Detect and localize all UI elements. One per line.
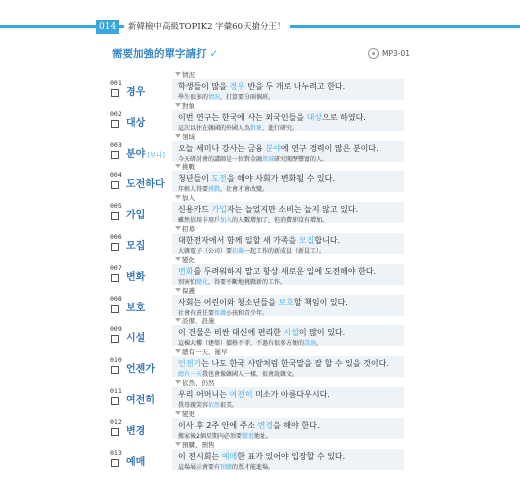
example-text: 할 책임이 있다. [293, 297, 348, 307]
translation-text: 學生很多的 [178, 94, 209, 101]
vocab-word [126, 145, 165, 160]
vocab-entry [110, 409, 404, 440]
example-text: 에 연구 경력이 많은 분이다. [280, 143, 379, 153]
entry-head [110, 110, 168, 130]
example-translation [178, 215, 328, 224]
example-translation [178, 123, 298, 132]
example-korean [178, 204, 358, 215]
meaning-label: 對象 [182, 101, 195, 110]
example-translation [178, 431, 272, 440]
vocab-word-text: 가입 [126, 210, 146, 222]
vocab-entry [110, 286, 404, 317]
translation-text: 。 [316, 340, 323, 348]
example-box [172, 449, 404, 470]
section-title [112, 46, 218, 61]
mp3-track[interactable] [368, 48, 410, 59]
example-keyword: 보호 [278, 297, 294, 307]
translation-keyword: 加入 [220, 217, 233, 225]
example-text: 을 해야 한다. [273, 420, 320, 430]
translation-text: 的票才能進場。 [232, 463, 275, 471]
vocab-entry [110, 378, 404, 409]
review-checkbox[interactable] [111, 243, 119, 251]
translation-text: 雖然信用卡用戶 [178, 217, 221, 225]
translation-text: 這場展示會要有 [178, 463, 221, 471]
review-checkbox[interactable] [111, 181, 119, 189]
review-checkbox[interactable] [111, 366, 119, 374]
translation-keyword: 設施 [304, 340, 317, 348]
entry-number: 010 [110, 356, 122, 365]
example-text: 이 많이 있다. [298, 328, 346, 338]
translation-text: 小孩和青少年。 [226, 309, 269, 317]
example-text: 는 나도 한국 사람처럼 한국말을 잘 할 수 있을 것이다. [201, 359, 389, 369]
translation-keyword: 招募 [232, 247, 245, 255]
example-translation [178, 462, 274, 471]
example-korean [178, 389, 330, 400]
example-korean [178, 235, 340, 246]
example-text: 미소가 아름다우시다. [252, 389, 330, 399]
entry-head [110, 449, 168, 469]
example-keyword: 가입 [211, 205, 227, 215]
vocab-word [126, 453, 147, 468]
vocab-word [126, 175, 167, 190]
audio-disc-icon [368, 48, 379, 59]
translation-keyword: 對象 [250, 124, 263, 132]
vocab-entry [110, 132, 404, 163]
review-checkbox[interactable] [111, 120, 119, 128]
entry-head [110, 202, 168, 222]
translation-keyword: 依然 [208, 401, 221, 409]
vocab-word-text: 대상 [126, 117, 146, 129]
example-keyword: 경우 [229, 82, 245, 91]
translation-text: 我也會像韓國人一樣，很會說韓文。 [202, 371, 299, 379]
example-box [172, 387, 404, 408]
entry-number: 011 [110, 386, 122, 395]
example-korean [178, 327, 345, 338]
vocab-word-text: 분야 [126, 148, 146, 160]
example-translation [178, 92, 274, 101]
example-text: 으로 하였다. [322, 112, 366, 122]
meaning-label: 變化 [182, 255, 195, 264]
example-translation [178, 246, 325, 255]
translation-text: 別害怕 [178, 278, 197, 286]
example-keyword: 변경 [257, 420, 274, 430]
meaning-label: 保護 [182, 286, 195, 295]
example-text: 이 건물은 비싼 대신에 편리한 [178, 328, 284, 338]
translation-keyword: 變更 [241, 432, 254, 440]
entry-number: 003 [110, 140, 122, 149]
example-text: 이번 연구는 한국에 사는 외국인들을 [178, 112, 307, 122]
vocab-entry [110, 162, 404, 193]
example-box [172, 171, 404, 192]
vocab-word [126, 114, 147, 129]
example-keyword: 모집 [298, 235, 315, 245]
example-box [172, 356, 404, 377]
vocab-word [126, 329, 147, 344]
entry-number: 008 [110, 294, 122, 303]
vocab-entry [110, 440, 404, 471]
vocab-word-text: 변화 [126, 271, 146, 283]
vocab-word [126, 360, 157, 375]
review-checkbox[interactable] [111, 274, 119, 282]
meaning-label: 依然、仍然 [182, 378, 215, 387]
example-text: 합니다. [314, 235, 341, 245]
mp3-label: MP3-01 [382, 49, 411, 58]
example-box [172, 79, 404, 100]
review-checkbox[interactable] [111, 89, 119, 97]
section-title-text: 需要加強的單字請打 [112, 48, 207, 60]
vocab-word-text: 경우 [126, 87, 146, 98]
translation-text: 這棟大樓（建築）價格不菲，不過有很多方便的 [178, 340, 305, 348]
translation-keyword: 情況 [208, 94, 221, 101]
example-text: 우리 어머니는 [178, 389, 230, 399]
example-box [172, 295, 404, 316]
review-checkbox[interactable] [111, 305, 119, 313]
translation-keyword: 挑戰 [208, 186, 221, 194]
example-keyword: 예매 [221, 451, 238, 461]
entry-number: 006 [110, 232, 122, 241]
pronunciation: [부나] [147, 150, 165, 159]
example-box [172, 141, 404, 162]
translation-text: ，得要不斷地挑戰新的工作。 [208, 278, 287, 286]
meaning-label: 總有一天、遲早 [182, 348, 228, 357]
entry-number: 007 [110, 263, 122, 272]
example-translation [178, 338, 322, 347]
example-keyword: 여전히 [229, 389, 253, 399]
example-korean [178, 81, 345, 92]
example-korean [178, 173, 335, 184]
entry-head [110, 356, 168, 376]
review-checkbox[interactable] [111, 428, 119, 436]
entry-head [110, 295, 168, 315]
example-box [172, 264, 404, 285]
example-korean [178, 358, 389, 369]
translation-keyword: 領域 [262, 155, 275, 163]
checkmark-icon: ✓ [209, 48, 219, 60]
example-korean [178, 266, 376, 277]
vocab-word [126, 299, 147, 314]
vocab-list [110, 70, 404, 470]
entry-number: 005 [110, 202, 122, 211]
example-keyword: 대상 [306, 112, 323, 122]
translation-text: 大韓電子（公司）要 [178, 247, 233, 255]
page-number: 014 [96, 20, 119, 34]
example-korean [178, 112, 366, 123]
entry-head [110, 79, 168, 99]
entry-head [110, 264, 168, 284]
vocab-word-text: 예매 [126, 456, 146, 468]
entry-head [110, 141, 168, 161]
example-text: 를 두려워하지 말고 항상 새로운 일에 도전해야 한다. [193, 266, 377, 276]
vocab-word-text: 보호 [126, 302, 146, 314]
running-header [0, 20, 520, 34]
translation-text: 今天研討會的講師是一位對金融 [178, 155, 263, 163]
translation-keyword: 保護 [214, 309, 227, 317]
entry-number: 002 [110, 109, 122, 118]
translation-text: 社會有責任要 [178, 309, 215, 317]
entry-number: 013 [110, 448, 122, 457]
example-keyword: 언젠가 [178, 359, 202, 369]
example-korean [178, 420, 319, 431]
vocab-word [126, 268, 147, 283]
translation-text: 的人數增加了，但消費卻沒有增加。 [232, 217, 329, 225]
example-text: 한 표가 있어야 입장할 수 있다. [237, 451, 346, 461]
translation-text: ，社會才會改變。 [220, 186, 269, 194]
vocab-entry [110, 193, 404, 224]
example-text: 오늘 세미나 강사는 금융 [178, 143, 266, 153]
vocab-word [126, 83, 147, 98]
meaning-label: 預購、預售 [182, 440, 215, 449]
vocab-word-text: 시설 [126, 333, 146, 345]
translation-text: 搬家後2個星期內必須要 [178, 432, 242, 440]
translation-text: 地址。 [253, 432, 272, 440]
vocab-word [126, 237, 147, 252]
example-text: 대한전자에서 함께 일할 새 가족을 [178, 235, 299, 245]
example-box [172, 233, 404, 254]
vocab-word-text: 모집 [126, 240, 146, 252]
vocab-word-text: 언젠가 [126, 364, 155, 376]
example-translation [178, 184, 268, 193]
example-translation [178, 308, 268, 317]
review-checkbox[interactable] [111, 151, 119, 159]
example-text: 이 전시회는 [178, 451, 222, 461]
entry-head [110, 233, 168, 253]
review-checkbox[interactable] [111, 212, 119, 220]
entry-head [110, 418, 168, 438]
vocab-word-text: 변경 [126, 425, 146, 437]
vocab-word [126, 391, 157, 406]
example-box [172, 418, 404, 439]
example-text: 이사 후 2주 안에 주소 [178, 420, 258, 430]
entry-head [110, 325, 168, 345]
example-text: 청년들이 [178, 174, 212, 184]
entry-number: 001 [110, 79, 122, 87]
entry-head [110, 171, 168, 191]
meaning-label: 挑戰 [182, 163, 195, 172]
translation-text: ，進行研究。 [262, 124, 299, 132]
review-checkbox[interactable] [111, 397, 119, 405]
vocab-entry [110, 316, 404, 347]
example-text: 을 해야 사회가 변화될 수 있다. [226, 174, 335, 184]
example-translation [178, 277, 286, 286]
example-korean [178, 143, 379, 154]
vocab-entry [110, 347, 404, 378]
translation-text: 年輕人得要 [178, 186, 209, 194]
meaning-label: 設備、設施 [182, 317, 215, 326]
example-keyword: 변화 [178, 266, 194, 276]
meaning-label: 情況 [182, 71, 195, 79]
example-translation [178, 400, 238, 409]
vocab-entry [110, 101, 404, 132]
review-checkbox[interactable] [111, 335, 119, 343]
example-korean [178, 297, 348, 308]
vocab-entry [110, 224, 404, 255]
example-korean [178, 451, 345, 462]
example-text: 신용카드 [178, 205, 212, 215]
entry-number: 004 [110, 171, 122, 180]
example-text: 사회는 어린이와 청소년들을 [178, 297, 279, 307]
example-keyword: 분야 [265, 143, 281, 153]
example-box [172, 110, 404, 131]
translation-text: 研究閱歷豐富的人。 [274, 155, 329, 163]
example-keyword: 도전 [211, 174, 227, 184]
meaning-label: 領域 [182, 132, 195, 141]
vocab-word [126, 422, 147, 437]
review-checkbox[interactable] [111, 459, 119, 467]
example-text: 반을 두 개로 나누려고 한다. [244, 82, 346, 91]
vocab-word [126, 206, 147, 221]
vocab-entry [110, 70, 404, 101]
translation-text: 這次以住在韓國的外國人為 [178, 124, 251, 132]
meaning-label: 招募 [182, 224, 195, 233]
entry-number: 009 [110, 325, 122, 334]
translation-text: ，打算要分兩個班。 [220, 94, 275, 101]
meaning-label: 加入 [182, 194, 195, 203]
translation-keyword: 總有一天 [178, 371, 203, 379]
translation-keyword: 預購 [220, 463, 233, 471]
translation-text: 一起工作的新成員（新員工）。 [244, 247, 326, 255]
entry-head [110, 387, 168, 407]
translation-text: 我母親笑容 [178, 401, 209, 409]
example-text: 자는 늘었지만 소비는 늘지 않고 있다. [226, 205, 359, 215]
vocab-word-text: 여전히 [126, 394, 155, 406]
example-text: 학생들이 많을 [178, 82, 230, 91]
example-box [172, 202, 404, 223]
translation-keyword: 變化 [196, 278, 209, 286]
vocab-entry [110, 255, 404, 286]
meaning-label: 變更 [182, 409, 195, 418]
vocab-word-text: 도전하다 [126, 179, 165, 191]
translation-text: 很美。 [220, 401, 239, 409]
example-keyword: 시설 [283, 328, 299, 338]
example-translation [178, 154, 328, 163]
example-translation [178, 369, 298, 378]
example-box [172, 325, 404, 346]
book-title: 新韓檢中高級TOPIK2 字彙60天搶分王！ [124, 20, 290, 34]
entry-number: 012 [110, 417, 122, 426]
